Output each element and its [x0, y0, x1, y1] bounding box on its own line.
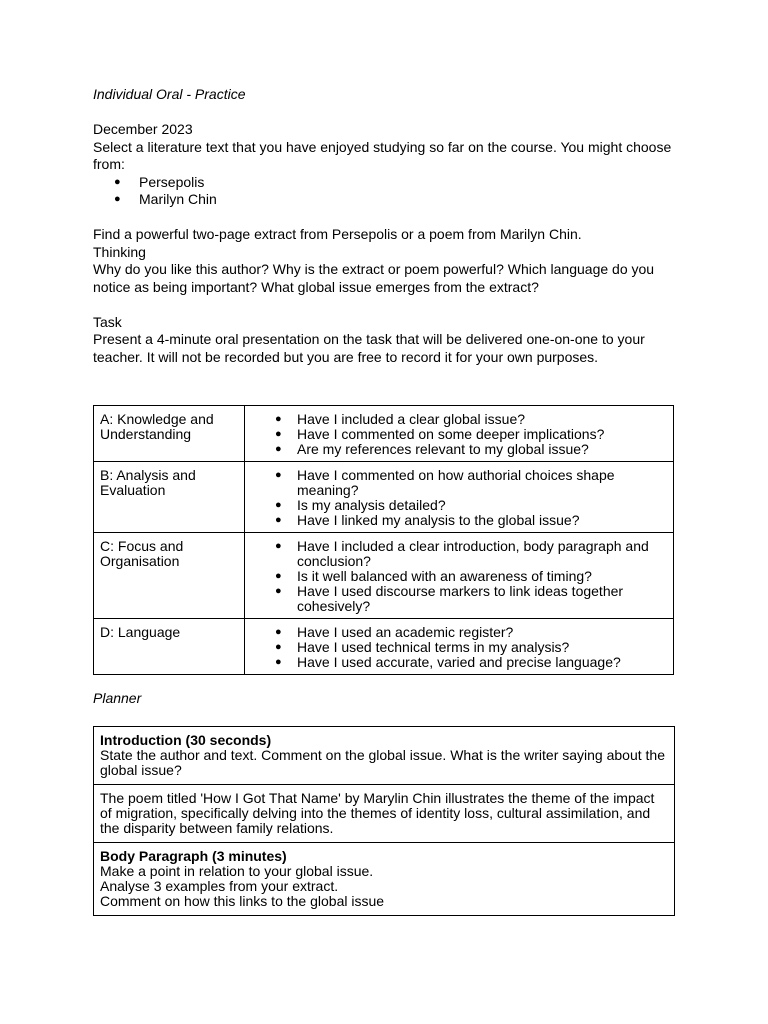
date-line: December 2023 [93, 121, 193, 137]
body-heading: Body Paragraph (3 minutes) [100, 848, 287, 864]
questions-cell [245, 462, 674, 533]
body-prompt-cell [94, 843, 675, 916]
thinking-heading: Thinking [93, 243, 146, 260]
criterion-cell: C: Focus and Organisation [94, 533, 245, 619]
list-item: ● Have I included a clear global issue? [251, 412, 667, 427]
find-instruction: Find a powerful two-page extract from Persepolis or a poem from Marilyn Chin. [93, 226, 582, 242]
list-item: ● Are my references relevant to my global issue? [251, 442, 667, 457]
criterion-cell: B: Analysis and Evaluation [94, 462, 245, 533]
list-item: ● Have I used accurate, varied and precise language? [251, 655, 667, 670]
intro-response-cell: The poem titled 'How I Got That Name' by Marylin Chin illustrates the theme of the impact of migration, specifically delving into the themes of identity loss, cultural assimilation, and the disparity between family relations. [94, 785, 675, 843]
intro-paragraph: Select a literature text that you have enjoyed studying so far on the course. You might choose from: [93, 138, 672, 172]
task-text: Present a 4-minute oral presentation on the task that will be delivered one-on-one to your teacher. It will not be recorded but you are free to record it for your own purposes. [93, 331, 645, 365]
intro-prompt-cell [94, 727, 675, 785]
list-item: ● Is my analysis detailed? [251, 498, 667, 513]
list-item: ● Have I used discourse markers to link ideas together cohesively? [251, 584, 667, 614]
criterion-cell: A: Knowledge and Understanding [94, 406, 245, 462]
list-item: ● Have I used technical terms in my analysis? [251, 640, 667, 655]
body-line: Make a point in relation to your global issue. [100, 863, 374, 879]
list-item: ● Is it well balanced with an awareness of timing? [251, 569, 667, 584]
thinking-text: Why do you like this author? Why is the extract or poem powerful? Which language do you notice as being important? What global issue emerges from the extract? [93, 261, 655, 295]
table-row [94, 619, 674, 675]
table-row [94, 462, 674, 533]
planner-table [93, 726, 675, 916]
document-body [93, 86, 675, 366]
body-line: Analyse 3 examples from your extract. [100, 878, 339, 894]
questions-cell [245, 619, 674, 675]
table-row [94, 533, 674, 619]
intro-instruction: State the author and text. Comment on the global issue. What is the writer saying about the global issue? [100, 747, 665, 778]
list-item: ● Persepolis [93, 174, 675, 192]
list-item: ● Have I included a clear introduction, body paragraph and conclusion? [251, 539, 667, 569]
list-item: ● Have I commented on how authorial choices shape meaning? [251, 468, 667, 498]
task-heading: Task [93, 313, 122, 330]
list-item: ● Have I linked my analysis to the global issue? [251, 513, 667, 528]
criterion-cell: D: Language [94, 619, 245, 675]
planner-label: Planner [93, 690, 142, 706]
list-item: ● Have I commented on some deeper implications? [251, 427, 667, 442]
table-row [94, 785, 675, 843]
questions-cell [245, 533, 674, 619]
text-choices-list [93, 174, 675, 209]
list-item: ● Have I used an academic register? [251, 625, 667, 640]
list-item: ● Marilyn Chin [93, 191, 675, 209]
criteria-table [93, 405, 674, 675]
table-row [94, 843, 675, 916]
table-row [94, 727, 675, 785]
body-line: Comment on how this links to the global issue [100, 893, 385, 909]
intro-heading: Introduction (30 seconds) [100, 732, 272, 748]
table-row [94, 406, 674, 462]
questions-cell [245, 406, 674, 462]
document-title: Individual Oral - Practice [93, 86, 246, 102]
